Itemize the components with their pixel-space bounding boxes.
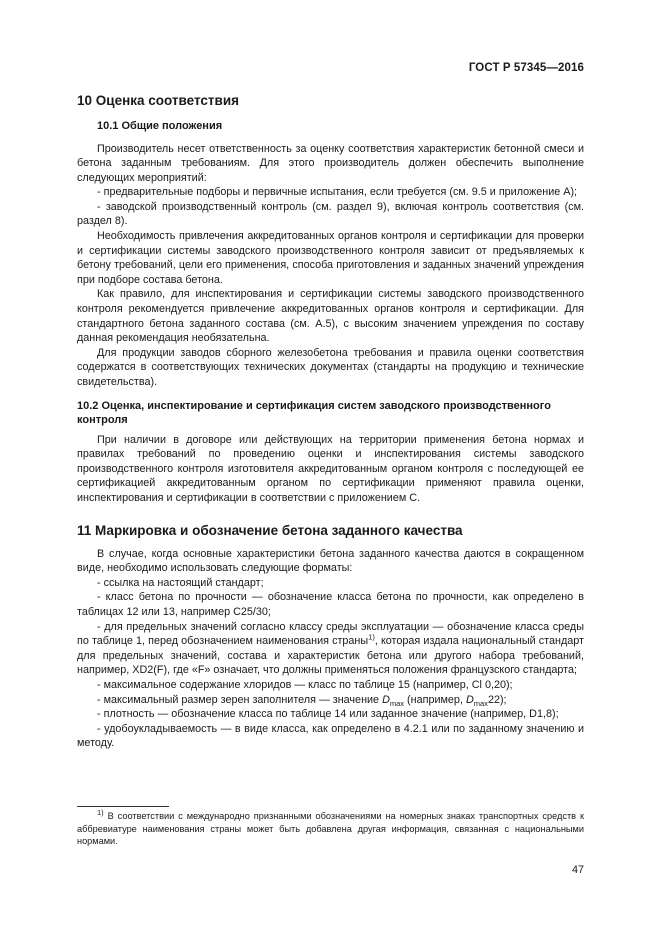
footnote-ref: 1) <box>368 632 375 642</box>
footnote-mark: 1) <box>97 807 104 817</box>
text: - максимальный размер зерен заполнителя — значение <box>97 693 383 706</box>
section-11-title: 11 Маркировка и обозначение бетона заданного качества <box>77 522 463 538</box>
footnote-text: В соответствии с международно признанными обозначениями на номерных знаках транспортных средств к аббревиатуре наименования страны может быть добавлена другая информация, связанная с национальными нормами. <box>77 811 584 846</box>
text: 22); <box>487 693 507 706</box>
list-item: - заводской производственный контроль (см. раздел 9), включая контроль соответствия (см. раздел 8). <box>77 200 584 228</box>
subsection-10-1-title: 10.1 Общие положения <box>97 120 223 132</box>
text: - для предельных значений согласно классу среды эксплуатации — обозначение класса среды по таблице 1, перед обозначением наименования страны <box>77 620 584 648</box>
subscript: max <box>389 698 405 708</box>
paragraph: Необходимость привлечения аккредитованных органов контроля и сертификации для проверки и сертификации системы заводского производственного контроля зависит от предъявляемых к бетону требований, цели его применения, способа приготовления и заданных значений упреждения при подборе состава бетона. <box>77 230 584 286</box>
section-10-title: 10 Оценка соответствия <box>77 93 239 108</box>
text: (например, <box>404 693 466 706</box>
subsection-10-2-title: 10.2 Оценка, инспектирование и сертификация систем заводского производственного контроля <box>77 399 551 427</box>
paragraph: Для продукции заводов сборного железобетона требования и правила оценки соответствия содержатся в соответствующих технических документах (стандарты на продукцию и технические свидетельства). <box>77 346 584 388</box>
list-item <box>77 620 584 678</box>
paragraph: Производитель несет ответственность за оценку соответствия характеристик бетонной смеси и бетона заданным требованиям. Для этого производитель должен обеспечить выполнение следующих мероприятий: <box>77 142 584 184</box>
text: , которая издала национальный стандарт для предельных значений, состава и характеристик бетона или другого набора требований, например, XD2(F), где «F» означает, что должны применяться положения французского стандарта; <box>77 635 584 677</box>
paragraph: При наличии в договоре или действующих на территории применения бетона нормах и правилах требований по проведению оценки и инспектирования системы заводского производственного контроля изготовителя аккредитованным органом контроля с последующей ее сертификацией аккредитованным органом по сертификации применяют правила оценки, инспектирования и сертификации в соответствии с приложением С. <box>77 433 584 504</box>
page-number: 47 <box>571 864 584 876</box>
list-item: - плотность — обозначение класса по таблице 14 или заданное значение (например, D1,8); <box>97 708 559 721</box>
list-item <box>77 693 584 708</box>
list-item: - максимальное содержание хлоридов — класс по таблице 15 (например, Cl 0,20); <box>97 678 513 691</box>
subscript: max <box>473 698 488 708</box>
list-item: - удобоукладываемость — в виде класса, как определено в 4.2.1 или по заданному значению и методу. <box>77 722 584 750</box>
footnote <box>77 807 584 848</box>
paragraph: Как правило, для инспектирования и сертификации системы заводского производственного контроля рекомендуется привлечение аккредитованных органов контроля и сертификации. Для стандартного бетона заданного состава (см. А.5), с высоким значением упреждения по составу данная рекомендация необязательна. <box>77 288 584 345</box>
main-content <box>77 92 584 751</box>
standard-designation: ГОСТ Р 57345—2016 <box>468 62 584 74</box>
list-item: - ссылка на настоящий стандарт; <box>97 576 264 589</box>
list-item: - класс бетона по прочности — обозначение класса бетона по прочности, как определено в таблицах 12 или 13, например С25/30; <box>77 591 584 618</box>
paragraph: В случае, когда основные характеристики бетона заданного качества даются в сокращенном виде, необходимо использовать следующие форматы: <box>77 547 584 575</box>
symbol-d: D <box>382 693 390 706</box>
footnote-divider <box>77 806 169 807</box>
list-item: - предварительные подборы и первичные испытания, если требуется (см. 9.5 и приложение А); <box>97 186 578 199</box>
symbol-d: D <box>465 693 474 706</box>
